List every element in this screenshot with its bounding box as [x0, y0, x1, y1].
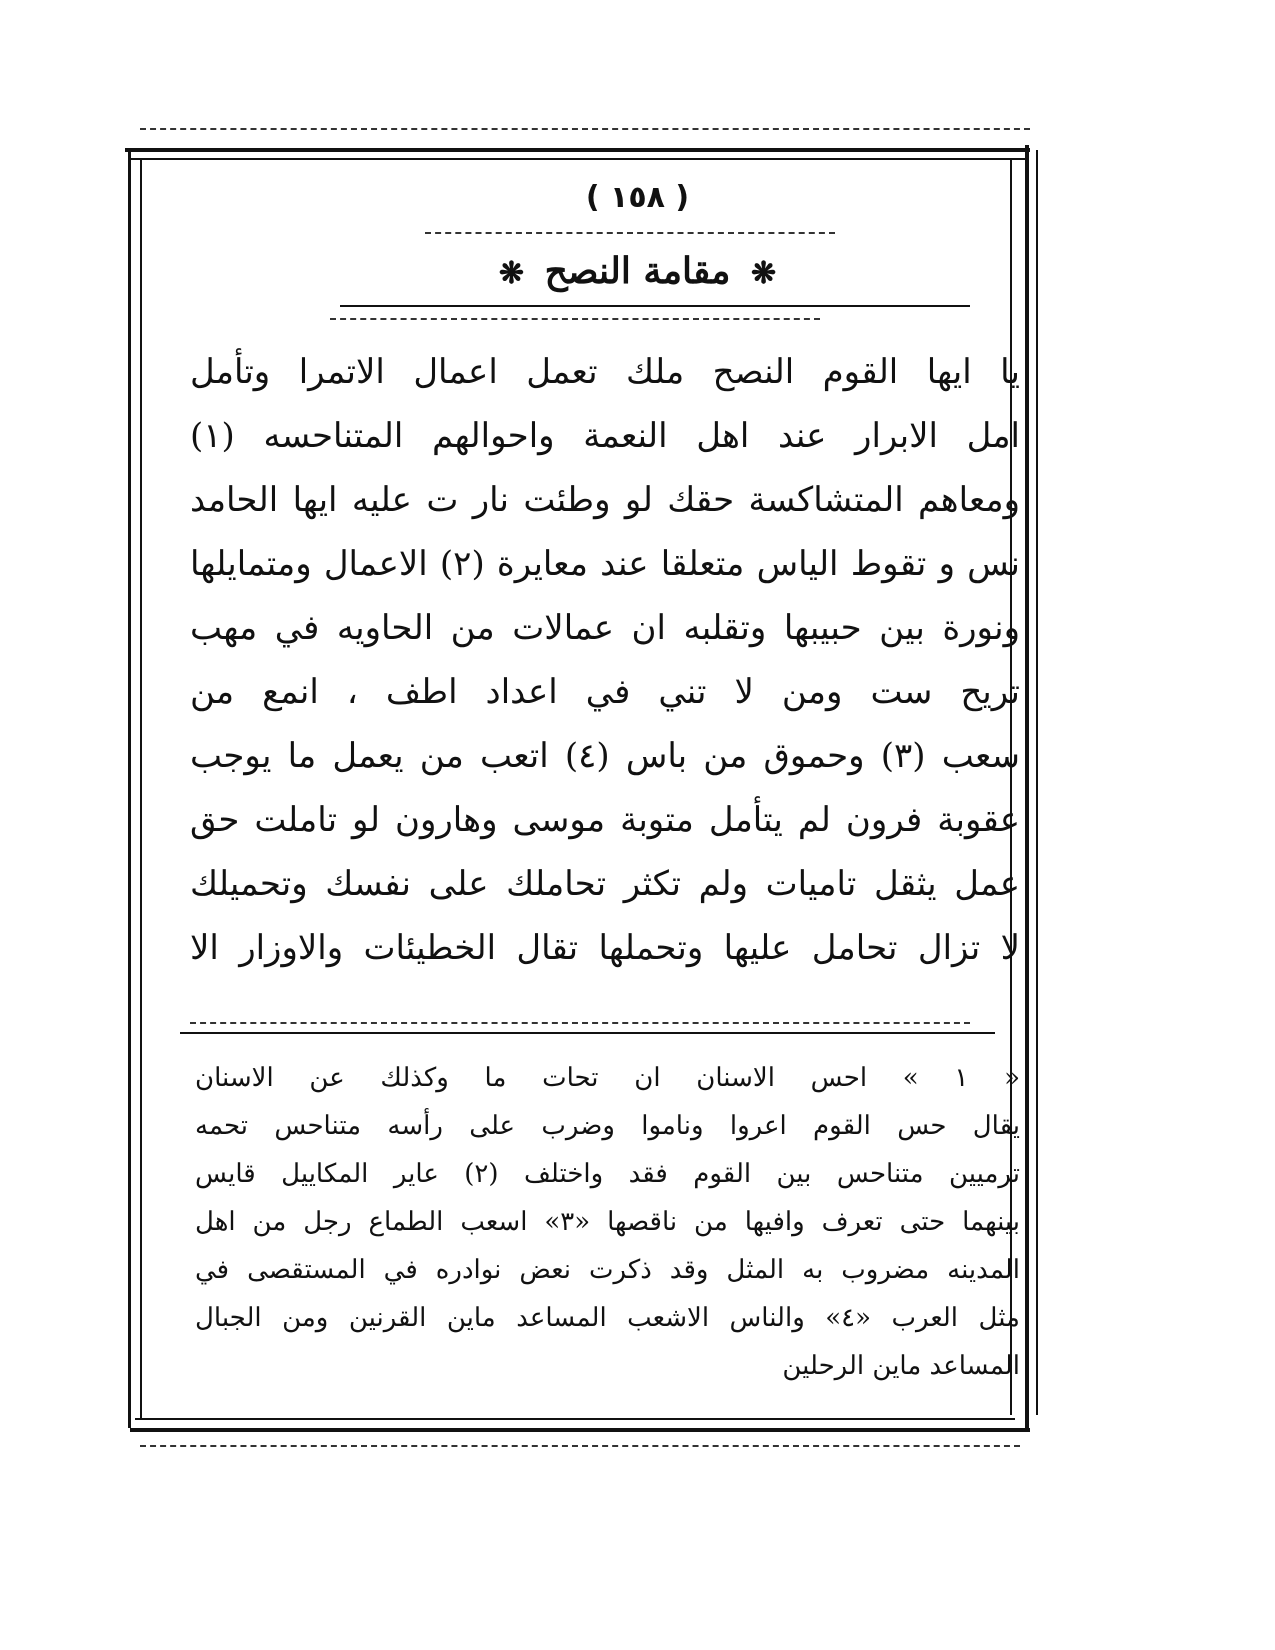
- text-line: ومعاهم المتشاكسة حقك لو وطئت نار ت عليه ايها الحامد: [190, 480, 1020, 520]
- footnote-line: يقال حس القوم اعروا وناموا وضرب على رأسه متناحس تحمه: [195, 1111, 1020, 1141]
- top-frame-rule: [125, 148, 1030, 152]
- title-underline: [340, 305, 970, 307]
- top-dashed-rule: [140, 128, 1030, 130]
- text-line: امل الابرار عند اهل النعمة واحوالهم المتناحسه (١): [190, 416, 1020, 456]
- footnotes: [195, 1054, 1020, 1390]
- bottom-inner-rule: [135, 1418, 1015, 1420]
- left-inner-rule: [140, 160, 142, 1420]
- ornament-star-icon: ❋: [498, 256, 525, 291]
- footnote-line: المدينه مضروب به المثل وقد ذكرت نعض نوادره في المستقصى في: [195, 1255, 1020, 1285]
- footnote-line: ترميين متناحس بين القوم فقد واختلف (٢) عاير المكاييل قايس: [195, 1159, 1020, 1189]
- footnote-line: المساعد ماين الرحلين: [782, 1351, 1020, 1381]
- footnote-line: مثل العرب «٤» والناس الاشعب المساعد ماين القرنين ومن الجبال: [195, 1303, 1020, 1333]
- top-inner-rule: [130, 158, 1025, 160]
- text-line: لا تزال تحامل عليها وتحملها تقال الخطيئات والاوزار الا: [190, 928, 1020, 968]
- footnote-separator-dashed: [190, 1022, 970, 1024]
- title-underline-dashed: [330, 318, 820, 320]
- page-number: ( ١٥٨ ): [585, 180, 690, 215]
- main-text: [190, 340, 1020, 980]
- text-line: عمل يثقل تاميات ولم تكثر تحاملك على نفسك وتحميلك: [190, 864, 1020, 904]
- section-title-row: [0, 250, 1275, 292]
- text-line: ونورة بين حبيبها وتقلبه ان عمالات من الحاويه في مهب: [190, 608, 1020, 648]
- text-line: يا ايها القوم النصح ملك تعمل اعمال الاتمرا وتأمل: [190, 352, 1020, 392]
- bottom-frame-rule: [130, 1428, 1030, 1432]
- text-line: عقوبة فرون لم يتأمل متوبة موسى وهارون لو تاملت حق: [190, 800, 1020, 840]
- page-number-underline: [425, 232, 835, 234]
- ornament-star-icon: ❋: [750, 256, 777, 291]
- text-line: نس و تقوط الياس متعلقا عند معايرة (٢) الاعمال ومتمايلها: [190, 544, 1020, 584]
- text-line: تريح ست ومن لا تني في اعداد اطف ، انمع من: [190, 672, 1020, 712]
- footnote-separator: [180, 1032, 995, 1034]
- left-frame-rule: [128, 148, 131, 1428]
- footnote-line: بينهما حتى تعرف وافيها من ناقصها «٣» اسعب الطماع رجل من اهل: [195, 1207, 1020, 1237]
- right-outer-rule: [1036, 150, 1038, 1415]
- footnote-line: « ١ » احس الاسنان ان تحات ما وكذلك عن الاسنان: [195, 1063, 1020, 1093]
- bottom-dashed-rule: [140, 1445, 1020, 1447]
- section-title: مقامة النصح: [544, 250, 731, 292]
- text-line: سعب (٣) وحموق من باس (٤) اتعب من يعمل ما يوجب: [190, 736, 1020, 776]
- right-frame-rule: [1025, 145, 1029, 1430]
